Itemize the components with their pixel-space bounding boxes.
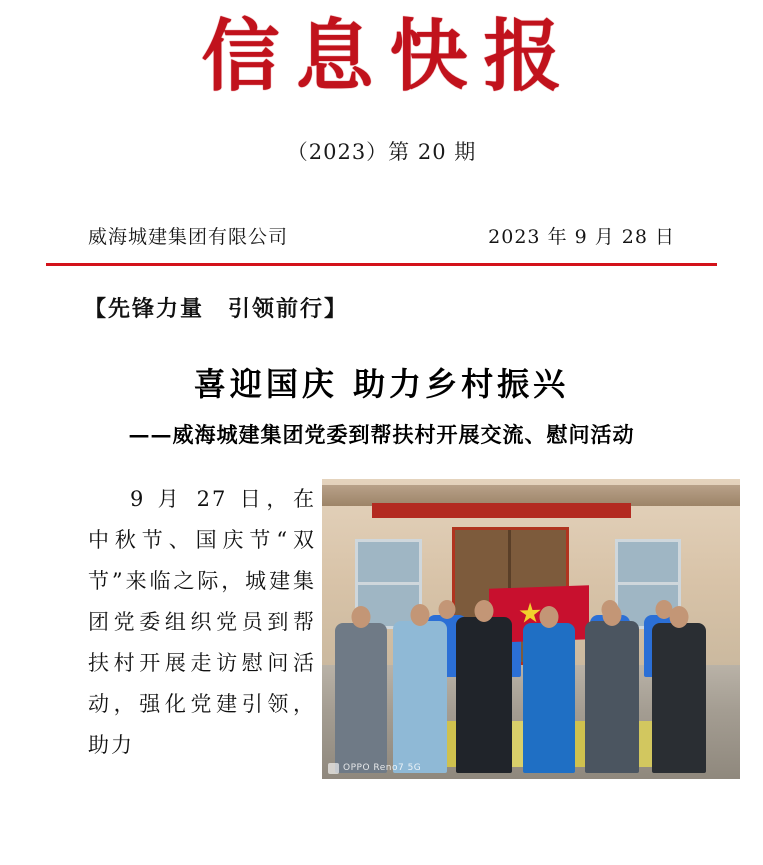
star-icon <box>519 602 541 625</box>
masthead-title: 信息快报 <box>201 11 578 102</box>
publisher-name: 威海城建集团有限公司 <box>88 225 289 248</box>
photo-head <box>438 600 455 619</box>
photo-head <box>411 604 430 626</box>
photo-watermark-text: OPPO Reno7 5G <box>343 763 422 774</box>
article-headline: 喜迎国庆 助力乡村振兴 <box>193 364 570 403</box>
photo-head <box>670 606 689 628</box>
article-content <box>0 479 763 779</box>
publisher-row <box>0 222 763 249</box>
article-subheadline: ——威海城建集团党委到帮扶村开展交流、慰问活动 <box>128 421 635 447</box>
photo-head <box>603 604 622 626</box>
photo-head <box>474 600 493 622</box>
photo-person-front-4 <box>523 623 575 773</box>
column-heading: 【先锋力量 引领前行】 <box>84 295 349 322</box>
photo-person-front-6 <box>652 623 706 773</box>
camera-logo-icon <box>328 763 339 774</box>
masthead <box>0 0 763 166</box>
publish-date: 2023 年 9 月 28 日 <box>488 225 675 248</box>
article-paragraph: 9 月 27 日，在中秋节、国庆节“双节”来临之际，城建集团党委组织党员到帮扶村开展走访慰问活动，强化党建引领，助力 <box>88 486 316 757</box>
header-divider <box>46 263 717 266</box>
photo-watermark <box>328 763 421 774</box>
article-body <box>88 479 316 766</box>
photo-red-banner <box>372 503 631 518</box>
photo-head <box>351 606 370 628</box>
photo-person-front-3 <box>456 617 512 773</box>
photo-person-front-5 <box>585 621 639 773</box>
photo-head <box>539 606 558 628</box>
photo-person-front-2 <box>393 621 447 773</box>
photo-person-front-1 <box>335 623 387 773</box>
issue-number: （2023）第 20 期 <box>286 139 477 164</box>
article-photo <box>322 479 740 779</box>
